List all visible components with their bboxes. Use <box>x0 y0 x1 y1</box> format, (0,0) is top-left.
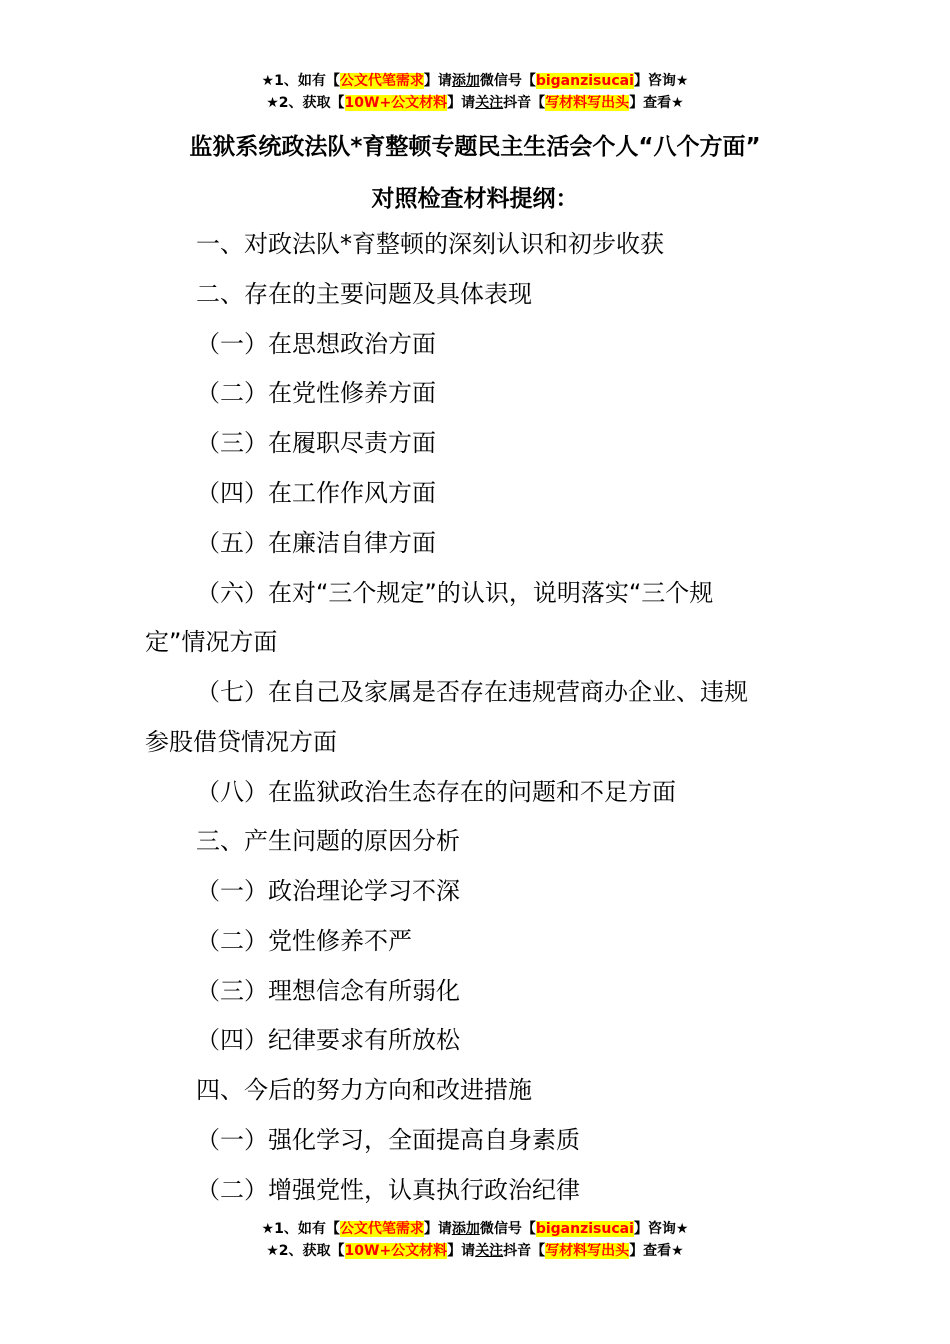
list-item: （四）在工作作风方面 <box>196 479 436 507</box>
list-item: （六）在对“三个规定”的认识，说明落实“三个规 <box>196 579 714 607</box>
promo-highlight: 写材料写出头 <box>545 95 630 111</box>
promo-highlight: 10W+公文材料 <box>344 95 448 111</box>
list-item: （二）增强党性，认真执行政治纪律 <box>196 1176 580 1204</box>
promo-highlight: biganzisucai <box>535 73 634 89</box>
promo-highlight: biganzisucai <box>535 1221 634 1237</box>
list-item: （二）党性修养不严 <box>196 927 412 955</box>
section-heading: 三、产生问题的原因分析 <box>196 827 460 855</box>
promo-line-1: ★1、如有【公文代笔需求】请添加微信号【biganzisucai】咨询★ <box>261 1221 689 1237</box>
list-item: （一）在思想政治方面 <box>196 330 436 358</box>
list-item: （八）在监狱政治生态存在的问题和不足方面 <box>196 778 676 806</box>
list-item: （一）政治理论学习不深 <box>196 877 460 905</box>
document-title-line-2: 对照检查材料提纲： <box>371 186 579 212</box>
list-item: （三）在履职尽责方面 <box>196 429 436 457</box>
list-item: （四）纪律要求有所放松 <box>196 1026 460 1054</box>
list-item: （三）理想信念有所弱化 <box>196 977 460 1005</box>
promo-highlight: 公文代笔需求 <box>339 73 424 89</box>
list-item: （五）在廉洁自律方面 <box>196 529 436 557</box>
promo-highlight: 10W+公文材料 <box>344 1243 448 1259</box>
list-item-continuation: 参股借贷情况方面 <box>145 728 337 756</box>
section-heading: 一、对政法队*育整顿的深刻认识和初步收获 <box>196 230 664 258</box>
list-item: （七）在自己及家属是否存在违规营商办企业、违规 <box>196 678 748 706</box>
promo-banner-top <box>0 70 950 114</box>
document-title-line-1: 监狱系统政法队*育整顿专题民主生活会个人“八个方面” <box>189 134 761 160</box>
section-heading: 二、存在的主要问题及具体表现 <box>196 280 532 308</box>
promo-line-1: ★1、如有【公文代笔需求】请添加微信号【biganzisucai】咨询★ <box>261 73 689 89</box>
list-item: （二）在党性修养方面 <box>196 379 436 407</box>
list-item: （一）强化学习，全面提高自身素质 <box>196 1126 580 1154</box>
list-item-continuation: 定”情况方面 <box>145 628 278 656</box>
section-heading: 四、今后的努力方向和改进措施 <box>196 1076 532 1104</box>
promo-highlight: 公文代笔需求 <box>339 1221 424 1237</box>
promo-line-2: ★2、获取【10W+公文材料】请关注抖音【写材料写出头】查看★ <box>266 95 684 111</box>
promo-line-2: ★2、获取【10W+公文材料】请关注抖音【写材料写出头】查看★ <box>266 1243 684 1259</box>
promo-banner-bottom <box>0 1218 950 1262</box>
promo-highlight: 写材料写出头 <box>545 1243 630 1259</box>
